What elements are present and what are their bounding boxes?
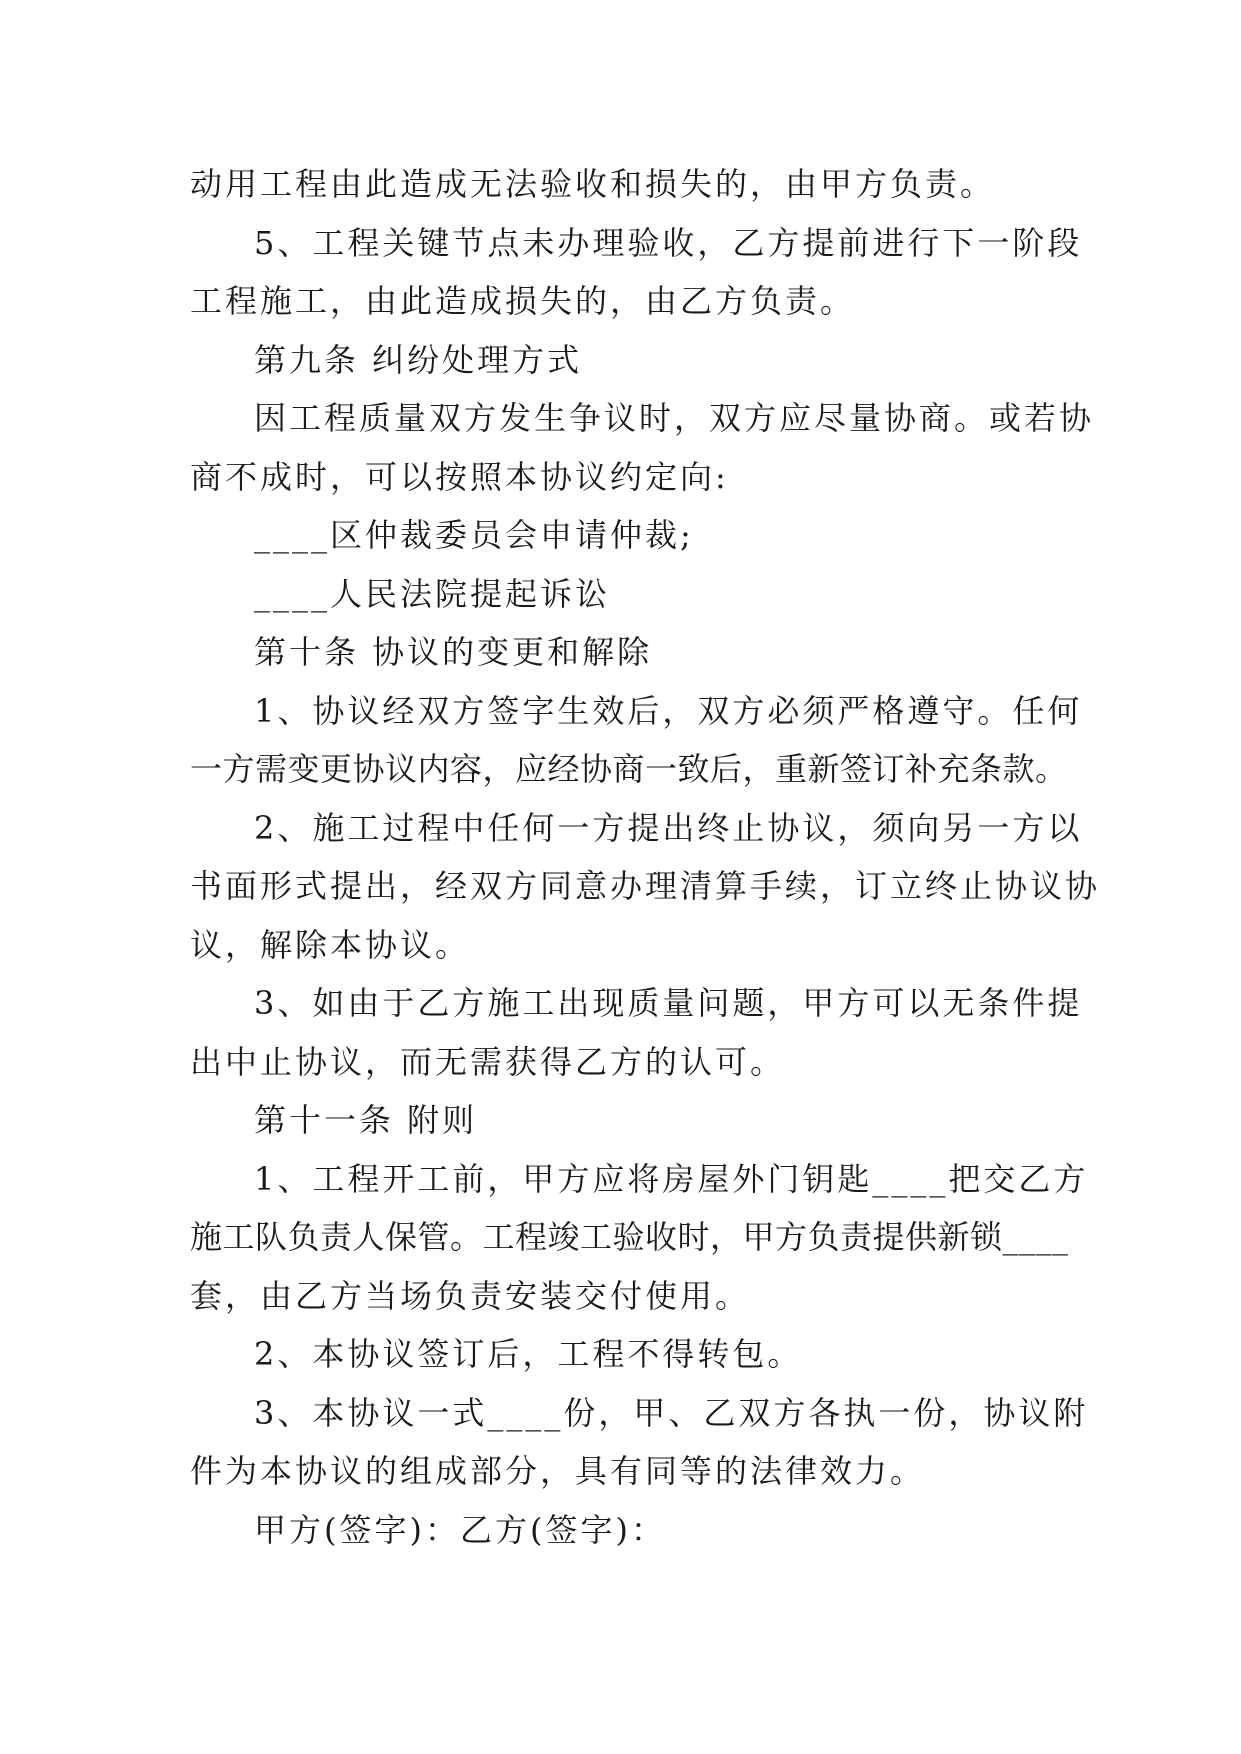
section-heading: 第九条 纠纷处理方式: [254, 340, 583, 379]
paragraph-line: ____区仲裁委员会申请仲裁;: [254, 516, 694, 554]
paragraph-line: 商不成时，可以按照本协议约定向:: [190, 457, 729, 496]
paragraph-line: 3、本协议一式____份，甲、乙双方各执一份，协议附: [254, 1393, 1089, 1432]
paragraph-line: ____人民法院提起诉讼: [254, 574, 611, 613]
paragraph-line: 3、如由于乙方施工出现质量问题，甲方可以无条件提: [254, 984, 1083, 1022]
signature-line: 甲方(签字)：乙方(签字)：: [254, 1510, 666, 1549]
paragraph-line: 2、施工过程中任何一方提出终止协议，须向另一方以: [254, 808, 1083, 847]
document-body: [190, 155, 1101, 1559]
paragraph-line: 书面形式提出，经双方同意办理清算手续，订立终止协议协: [190, 867, 1101, 905]
paragraph-line: 议，解除本协议。: [190, 925, 471, 964]
paragraph-line: 1、工程开工前，甲方应将房屋外门钥匙____把交乙方: [254, 1159, 1089, 1198]
section-heading: 第十条 协议的变更和解除: [254, 633, 653, 671]
paragraph-line: 一方需变更协议内容，应经协商一致后，重新签订补充条款。: [190, 750, 1068, 788]
paragraph-line: 1、协议经双方签字生效后，双方必须严格遵守。任何: [254, 691, 1083, 730]
section-heading: 第十一条 附则: [254, 1101, 478, 1139]
paragraph-line: 出中止协议，而无需获得乙方的认可。: [190, 1042, 786, 1081]
paragraph-line: 件为本协议的组成部分，具有同等的法律效力。: [190, 1452, 926, 1490]
paragraph-line: 施工队负责人保管。工程竣工验收时，甲方负责提供新锁____: [190, 1218, 1069, 1256]
paragraph-line: 套，由乙方当场负责安装交付使用。: [190, 1276, 751, 1315]
paragraph-line: 5、工程关键节点未办理验收，乙方提前进行下一阶段: [254, 223, 1083, 262]
paragraph-line: 因工程质量双方发生争议时，双方应尽量协商。或若协: [254, 399, 1095, 437]
paragraph-line: 2、本协议签订后，工程不得转包。: [254, 1335, 803, 1373]
paragraph-line: 动用工程由此造成无法验收和损失的，由甲方负责。: [190, 165, 996, 203]
paragraph-line: 工程施工，由此造成损失的，由乙方负责。: [190, 282, 856, 320]
